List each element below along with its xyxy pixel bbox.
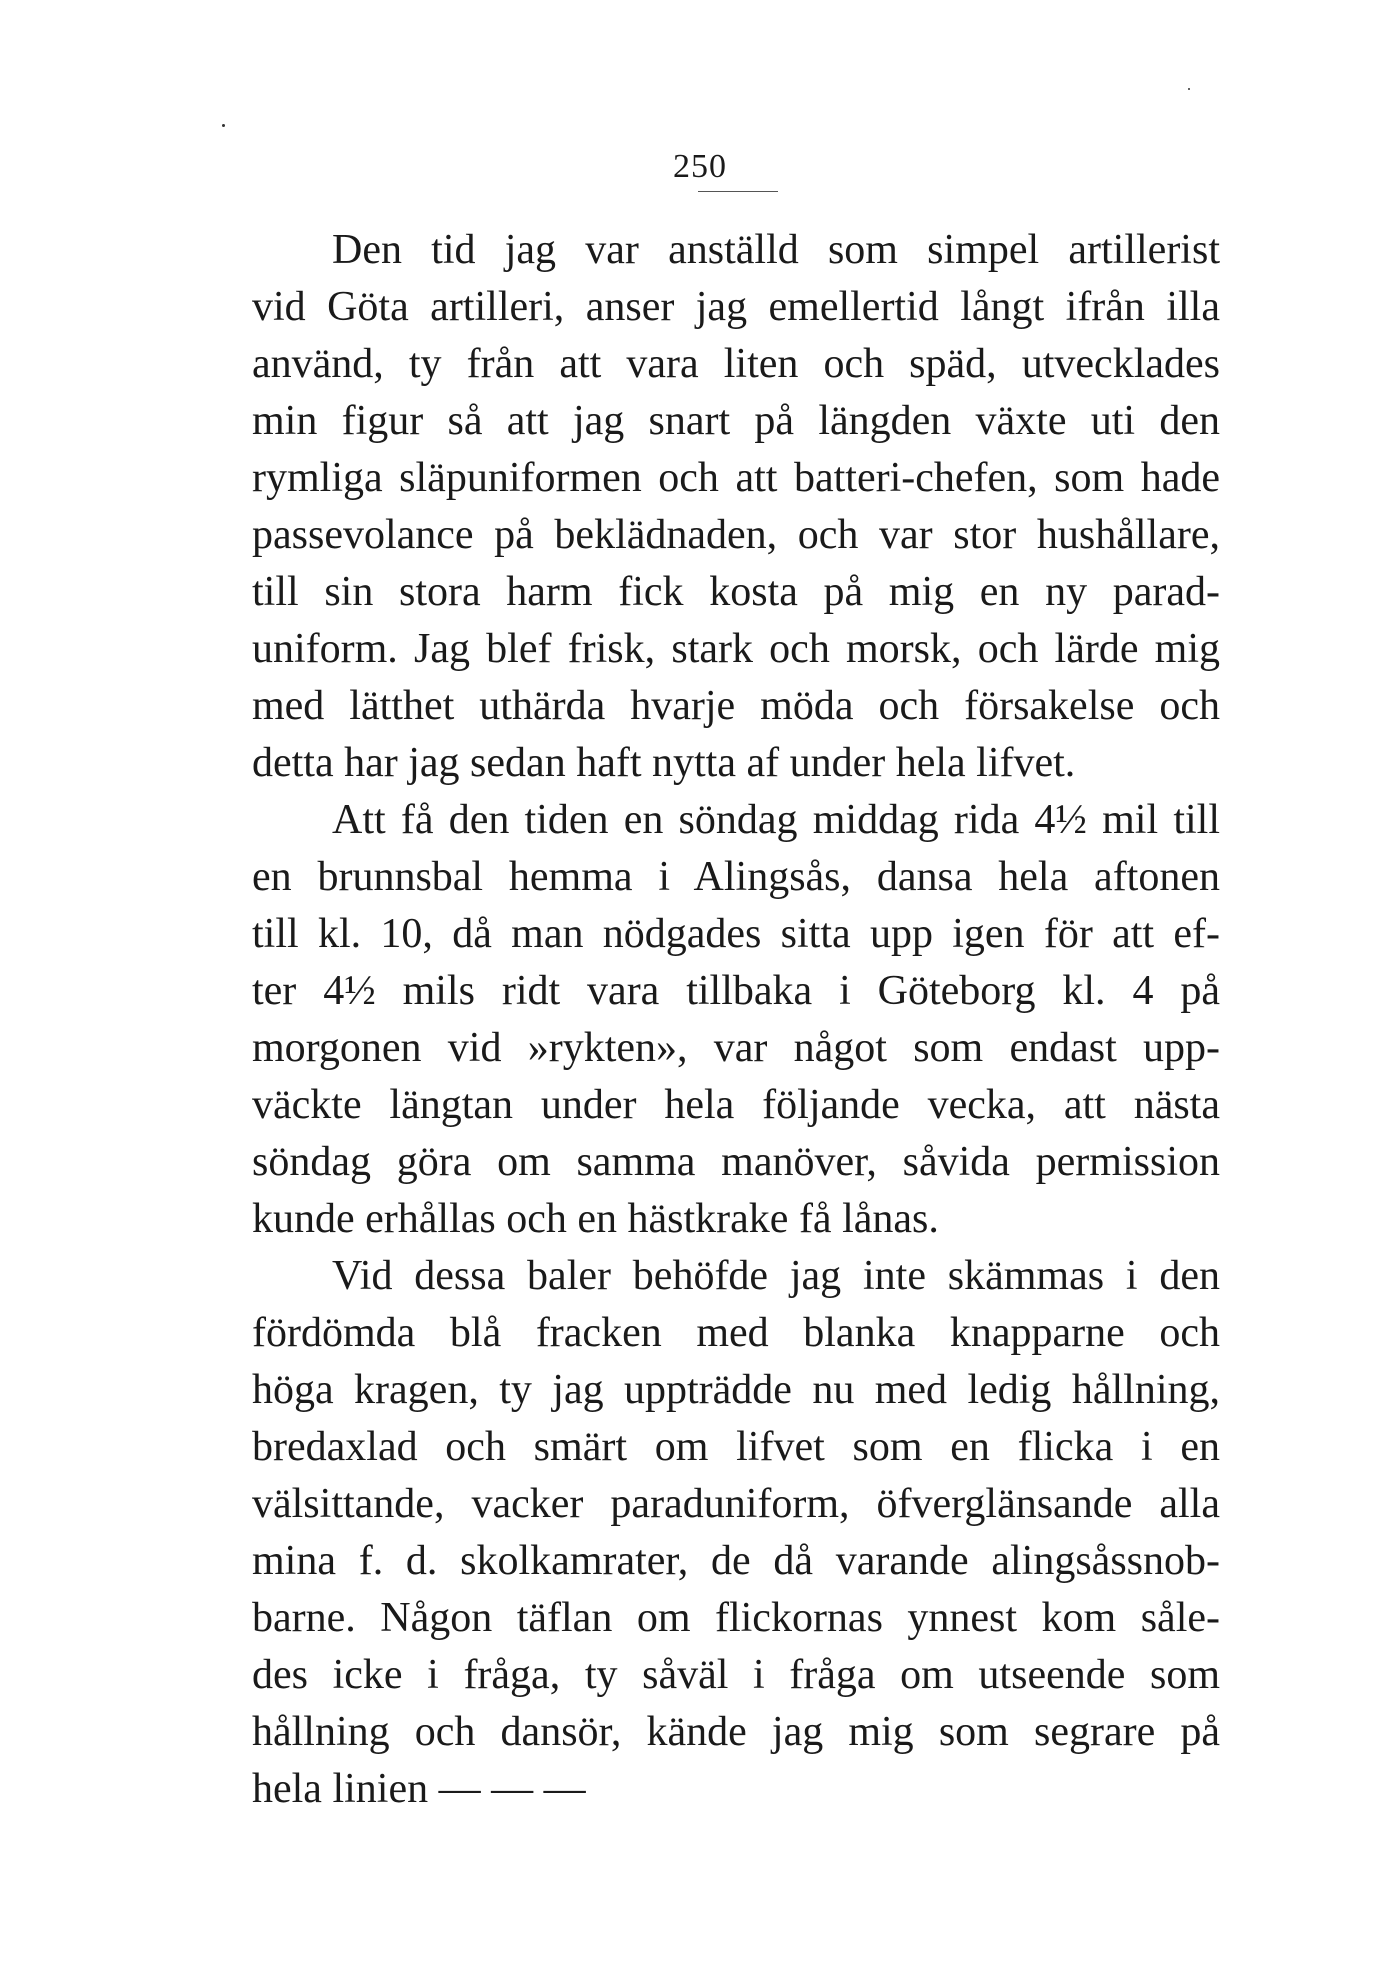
paragraph-3: [252, 1248, 1220, 1818]
text-line: des icke i fråga, ty såväl i fråga om utseende som: [252, 1652, 1220, 1698]
text-line: mina f. d. skolkamrater, de då varande alingsåssnob-: [252, 1538, 1220, 1584]
text-line: ter 4½ mils ridt vara tillbaka i Göteborg kl. 4 på: [252, 968, 1220, 1014]
print-speck: [1188, 88, 1190, 90]
text-line: kunde erhållas och en hästkrake få lånas.: [252, 1196, 939, 1242]
text-line: passevolance på beklädnaden, och var stor hushållare,: [252, 512, 1220, 558]
text-line: välsittande, vacker paraduniform, öfverglänsande alla: [252, 1481, 1220, 1527]
text-line: Att få den tiden en söndag middag rida 4½ mil till: [332, 797, 1220, 843]
text-line: med lätthet uthärda hvarje möda och försakelse och: [252, 683, 1220, 729]
text-line: väckte längtan under hela följande vecka, att nästa: [252, 1082, 1220, 1128]
page-number: 250: [673, 148, 727, 185]
text-line: vid Göta artilleri, anser jag emellertid långt ifrån illa: [252, 284, 1220, 330]
text-line: Den tid jag var anställd som simpel artillerist: [332, 227, 1220, 273]
text-line: till sin stora harm fick kosta på mig en ny parad-: [252, 569, 1220, 615]
body-text: [252, 222, 1220, 1818]
page-number-underline: [698, 191, 778, 192]
text-line: detta har jag sedan haft nytta af under hela lifvet.: [252, 740, 1076, 786]
paragraph-2: [252, 792, 1220, 1248]
text-line: söndag göra om samma manöver, såvida permission: [252, 1139, 1220, 1185]
text-line: använd, ty från att vara liten och späd, utvecklades: [252, 341, 1220, 387]
text-line: höga kragen, ty jag uppträdde nu med ledig hållning,: [252, 1367, 1220, 1413]
text-line: Vid dessa baler behöfde jag inte skämmas i den: [332, 1253, 1220, 1299]
text-line: rymliga släpuniformen och att batteri-chefen, som hade: [252, 455, 1220, 501]
text-line: barne. Någon täflan om flickornas ynnest kom såle-: [252, 1595, 1220, 1641]
text-line: till kl. 10, då man nödgades sitta upp igen för att ef-: [252, 911, 1220, 957]
text-line: hela linien — — —: [252, 1766, 586, 1812]
print-speck: [222, 124, 225, 127]
text-line: en brunnsbal hemma i Alingsås, dansa hela aftonen: [252, 854, 1220, 900]
text-line: morgonen vid »rykten», var något som endast upp-: [252, 1025, 1220, 1071]
text-line: min figur så att jag snart på längden växte uti den: [252, 398, 1220, 444]
paragraph-1: [252, 222, 1220, 792]
text-line: fördömda blå fracken med blanka knapparne och: [252, 1310, 1220, 1356]
text-line: hållning och dansör, kände jag mig som segrare på: [252, 1709, 1220, 1755]
text-line: bredaxlad och smärt om lifvet som en flicka i en: [252, 1424, 1220, 1470]
text-line: uniform. Jag blef frisk, stark och morsk, och lärde mig: [252, 626, 1220, 672]
